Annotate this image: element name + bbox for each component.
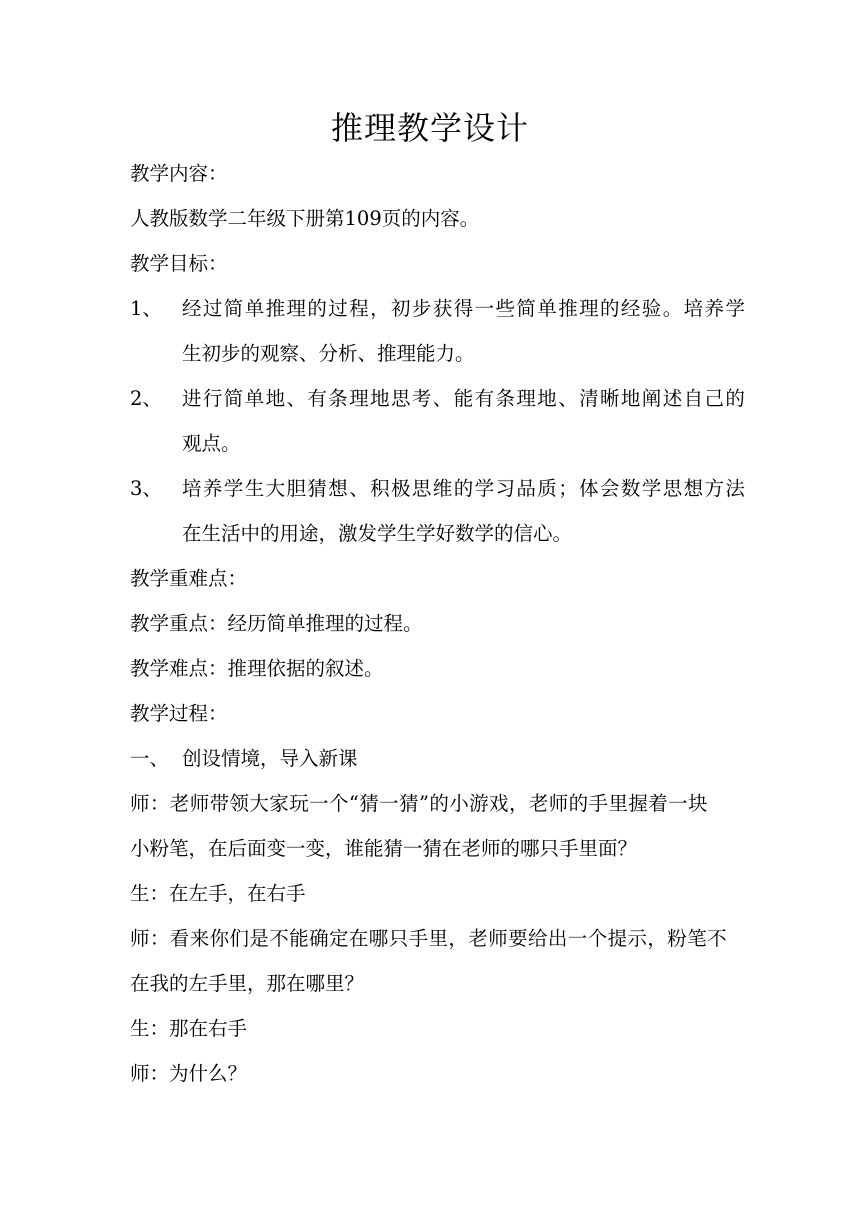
goal-1-number: 1、 bbox=[130, 297, 162, 320]
difficulty-text: 教学难点：推理依据的叙述。 bbox=[130, 657, 384, 680]
goal-1-line-1: 经过简单推理的过程，初步获得一些简单推理的经验。培养学 bbox=[182, 297, 747, 320]
dialogue-line-6: 生：那在右手 bbox=[130, 1017, 248, 1040]
goal-1-line-2: 生初步的观察、分析、推理能力。 bbox=[182, 342, 475, 365]
keypoints-heading: 教学重难点： bbox=[130, 567, 248, 590]
content-heading: 教学内容： bbox=[130, 162, 228, 185]
goal-2-number: 2、 bbox=[130, 387, 162, 410]
goal-2-line-1: 进行简单地、有条理地思考、能有条理地、清晰地阐述自己的 bbox=[182, 387, 747, 410]
goal-3-line-2: 在生活中的用途，激发学生学好数学的信心。 bbox=[182, 522, 573, 545]
document-title: 推理教学设计 bbox=[330, 109, 529, 147]
dialogue-line-4: 师：看来你们是不能确定在哪只手里，老师要给出一个提示，粉笔不 bbox=[130, 927, 728, 950]
dialogue-line-3: 生：在左手，在右手 bbox=[130, 882, 306, 905]
dialogue-line-2: 小粉笔，在后面变一变，谁能猜一猜在老师的哪只手里面？ bbox=[130, 837, 638, 860]
dialogue-line-7: 师：为什么？ bbox=[130, 1062, 248, 1085]
dialogue-line-1: 师：老师带领大家玩一个“猜一猜”的小游戏，老师的手里握着一块 bbox=[130, 792, 708, 815]
goal-3-number: 3、 bbox=[130, 477, 162, 500]
content-text: 人教版数学二年级下册第109页的内容。 bbox=[130, 207, 480, 230]
keypoint-text: 教学重点：经历简单推理的过程。 bbox=[130, 612, 423, 635]
section-1-number: 一、 bbox=[130, 747, 170, 770]
goal-2-line-2: 观点。 bbox=[182, 432, 241, 455]
process-heading: 教学过程： bbox=[130, 702, 228, 725]
goal-3-line-1: 培养学生大胆猜想、积极思维的学习品质；体会数学思想方法 bbox=[182, 477, 747, 500]
section-1-title: 创设情境，导入新课 bbox=[182, 747, 358, 770]
goals-heading: 教学目标： bbox=[130, 252, 228, 275]
dialogue-line-5: 在我的左手里，那在哪里？ bbox=[130, 972, 365, 995]
